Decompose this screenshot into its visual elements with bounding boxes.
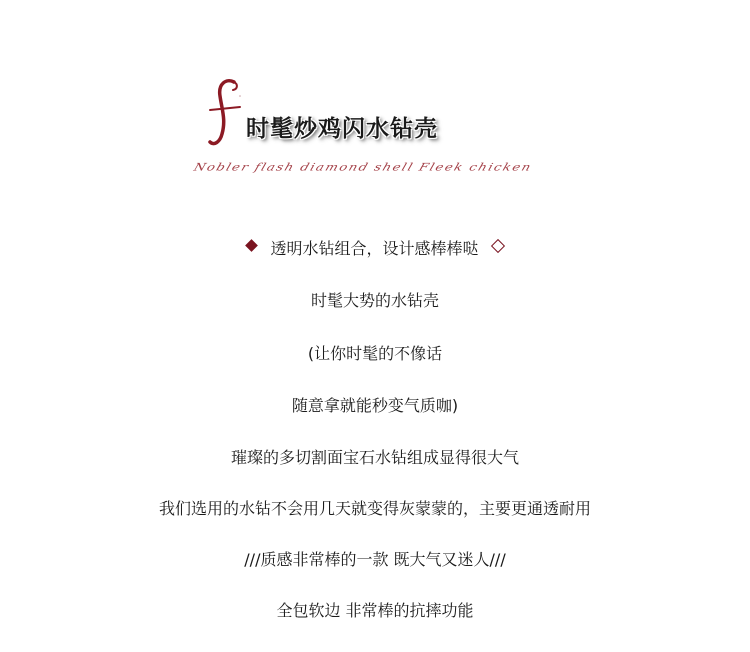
script-f-logo	[204, 76, 248, 148]
line-text: 透明水钻组合，设计感棒棒哒	[270, 238, 479, 258]
solid-diamond-icon	[246, 239, 259, 252]
line-text: ///质感非常棒的一款 既大气又迷人///	[244, 550, 506, 569]
description-line-5	[0, 448, 750, 468]
line-text: (让你时髦的不像话	[307, 344, 443, 363]
line-text: 我们选用的水钻不会用几天就变得灰蒙蒙的，主要更通透耐用	[158, 499, 591, 518]
description-line-2	[0, 291, 750, 311]
line-text: 随意拿就能秒变气质咖)	[291, 396, 459, 415]
description-line-3	[0, 344, 750, 364]
outline-diamond-icon	[490, 238, 504, 252]
description-line-7	[0, 550, 750, 570]
line-text: 时髦大势的水钻壳	[310, 291, 439, 310]
header-subtitle: Nobler flash diamond shell Fleek chicken	[192, 161, 534, 174]
description-line-8	[0, 601, 750, 621]
line-text: 全包软边 非常棒的抗摔功能	[276, 601, 474, 620]
header	[0, 0, 750, 200]
description-line-1	[0, 238, 750, 259]
description-line-4	[0, 396, 750, 416]
header-title: 时髦炒鸡闪水钻壳	[246, 116, 438, 142]
description-line-6	[0, 499, 750, 519]
line-text: 璀璨的多切割面宝石水钻组成显得很大气	[230, 448, 519, 467]
